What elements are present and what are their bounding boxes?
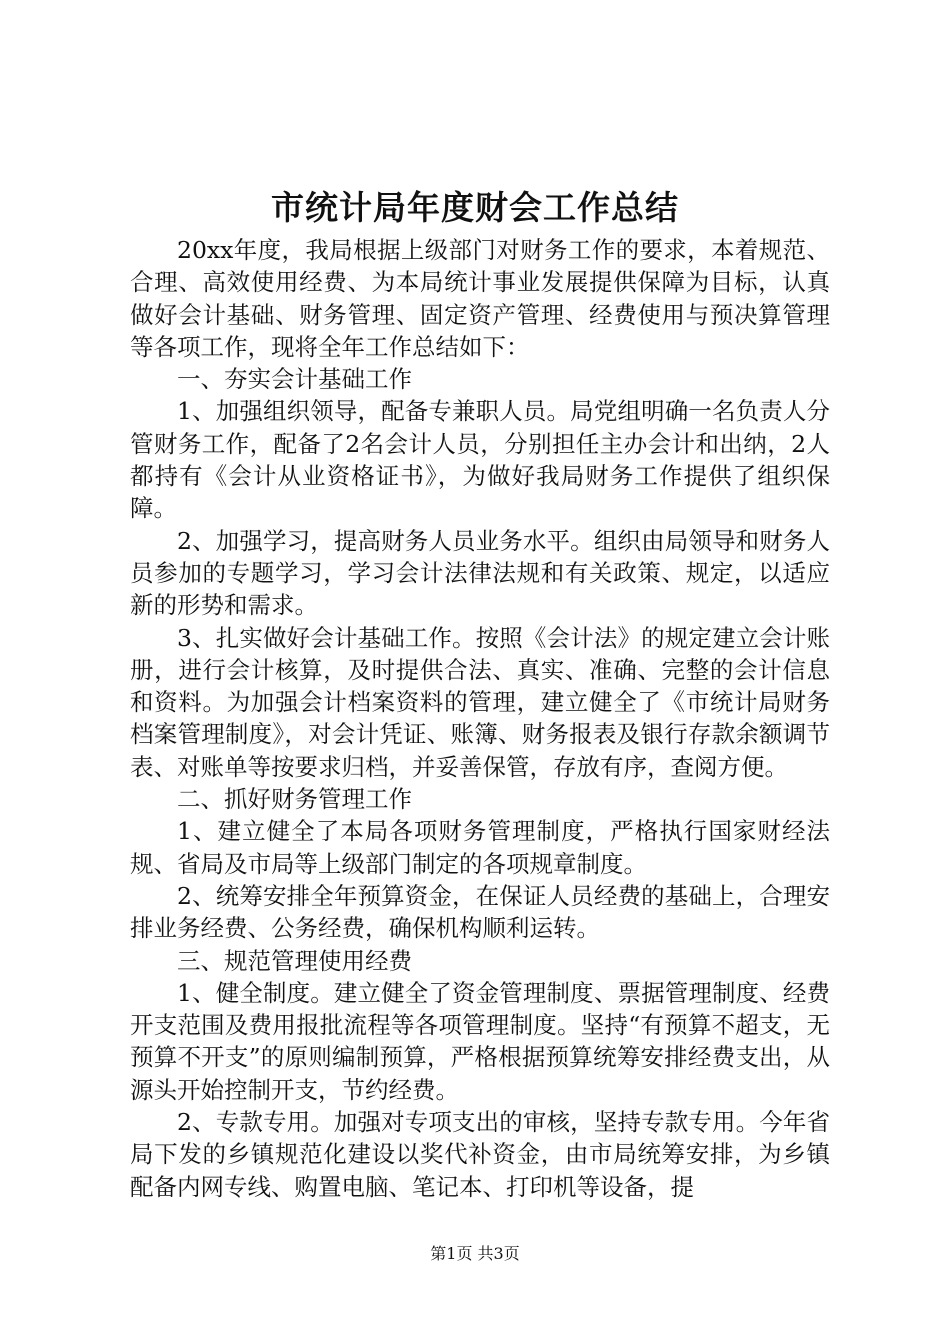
body-paragraph: 1、健全制度。建立健全了资金管理制度、票据管理制度、经费开支范围及费用报批流程等各项管理制度。坚持“有预算不超支，无预算不开支”的原则编制预算，严格根据预算统筹安排经费支出，从源头开始控制开支，节约经费。 bbox=[130, 978, 830, 1104]
intro-paragraph: 20xx年度，我局根据上级部门对财务工作的要求，本着规范、合理、高效使用经费、为本局统计事业发展提供保障为目标，认真做好会计基础、财务管理、固定资产管理、经费使用与预决算管理等各项工作，现将全年工作总结如下： bbox=[130, 236, 830, 361]
section-heading-3: 三、规范管理使用经费 bbox=[177, 946, 412, 975]
document-body bbox=[130, 234, 830, 1203]
body-paragraph: 1、建立健全了本局各项财务管理制度，严格执行国家财经法规、省局及市局等上级部门制定的各项规章制度。 bbox=[130, 817, 830, 878]
body-paragraph: 2、加强学习，提高财务人员业务水平。组织由局领导和财务人员参加的专题学习，学习会计法律法规和有关政策、规定，以适应新的形势和需求。 bbox=[130, 526, 830, 620]
body-paragraph: 3、扎实做好会计基础工作。按照《会计法》的规定建立会计账册，进行会计核算，及时提供合法、真实、准确、完整的会计信息和资料。为加强会计档案资料的管理，建立健全了《市统计局财务档案管理制度》，对会计凭证、账簿、财务报表及银行存款余额调节表、对账单等按要求归档，并妥善保管，存放有序，查阅方便。 bbox=[130, 623, 830, 781]
page-footer: 第1页 共3页 bbox=[430, 1244, 520, 1263]
section-heading-1: 一、夯实会计基础工作 bbox=[177, 365, 412, 394]
body-paragraph: 1、加强组织领导，配备专兼职人员。局党组明确一名负责人分管财务工作，配备了2名会计人员，分别担任主办会计和出纳，2人都持有《会计从业资格证书》，为做好我局财务工作提供了组织保障。 bbox=[130, 397, 830, 523]
section-heading-2: 二、抓好财务管理工作 bbox=[177, 785, 412, 814]
body-paragraph: 2、统筹安排全年预算资金，在保证人员经费的基础上，合理安排业务经费、公务经费，确保机构顺利运转。 bbox=[130, 881, 830, 943]
body-paragraph: 2、专款专用。加强对专项支出的审核，坚持专款专用。今年省局下发的乡镇规范化建设以奖代补资金，由市局统筹安排，为乡镇配备内网专线、购置电脑、笔记本、打印机等设备，提 bbox=[130, 1108, 830, 1201]
document-title: 市统计局年度财会工作总结 bbox=[271, 188, 679, 227]
